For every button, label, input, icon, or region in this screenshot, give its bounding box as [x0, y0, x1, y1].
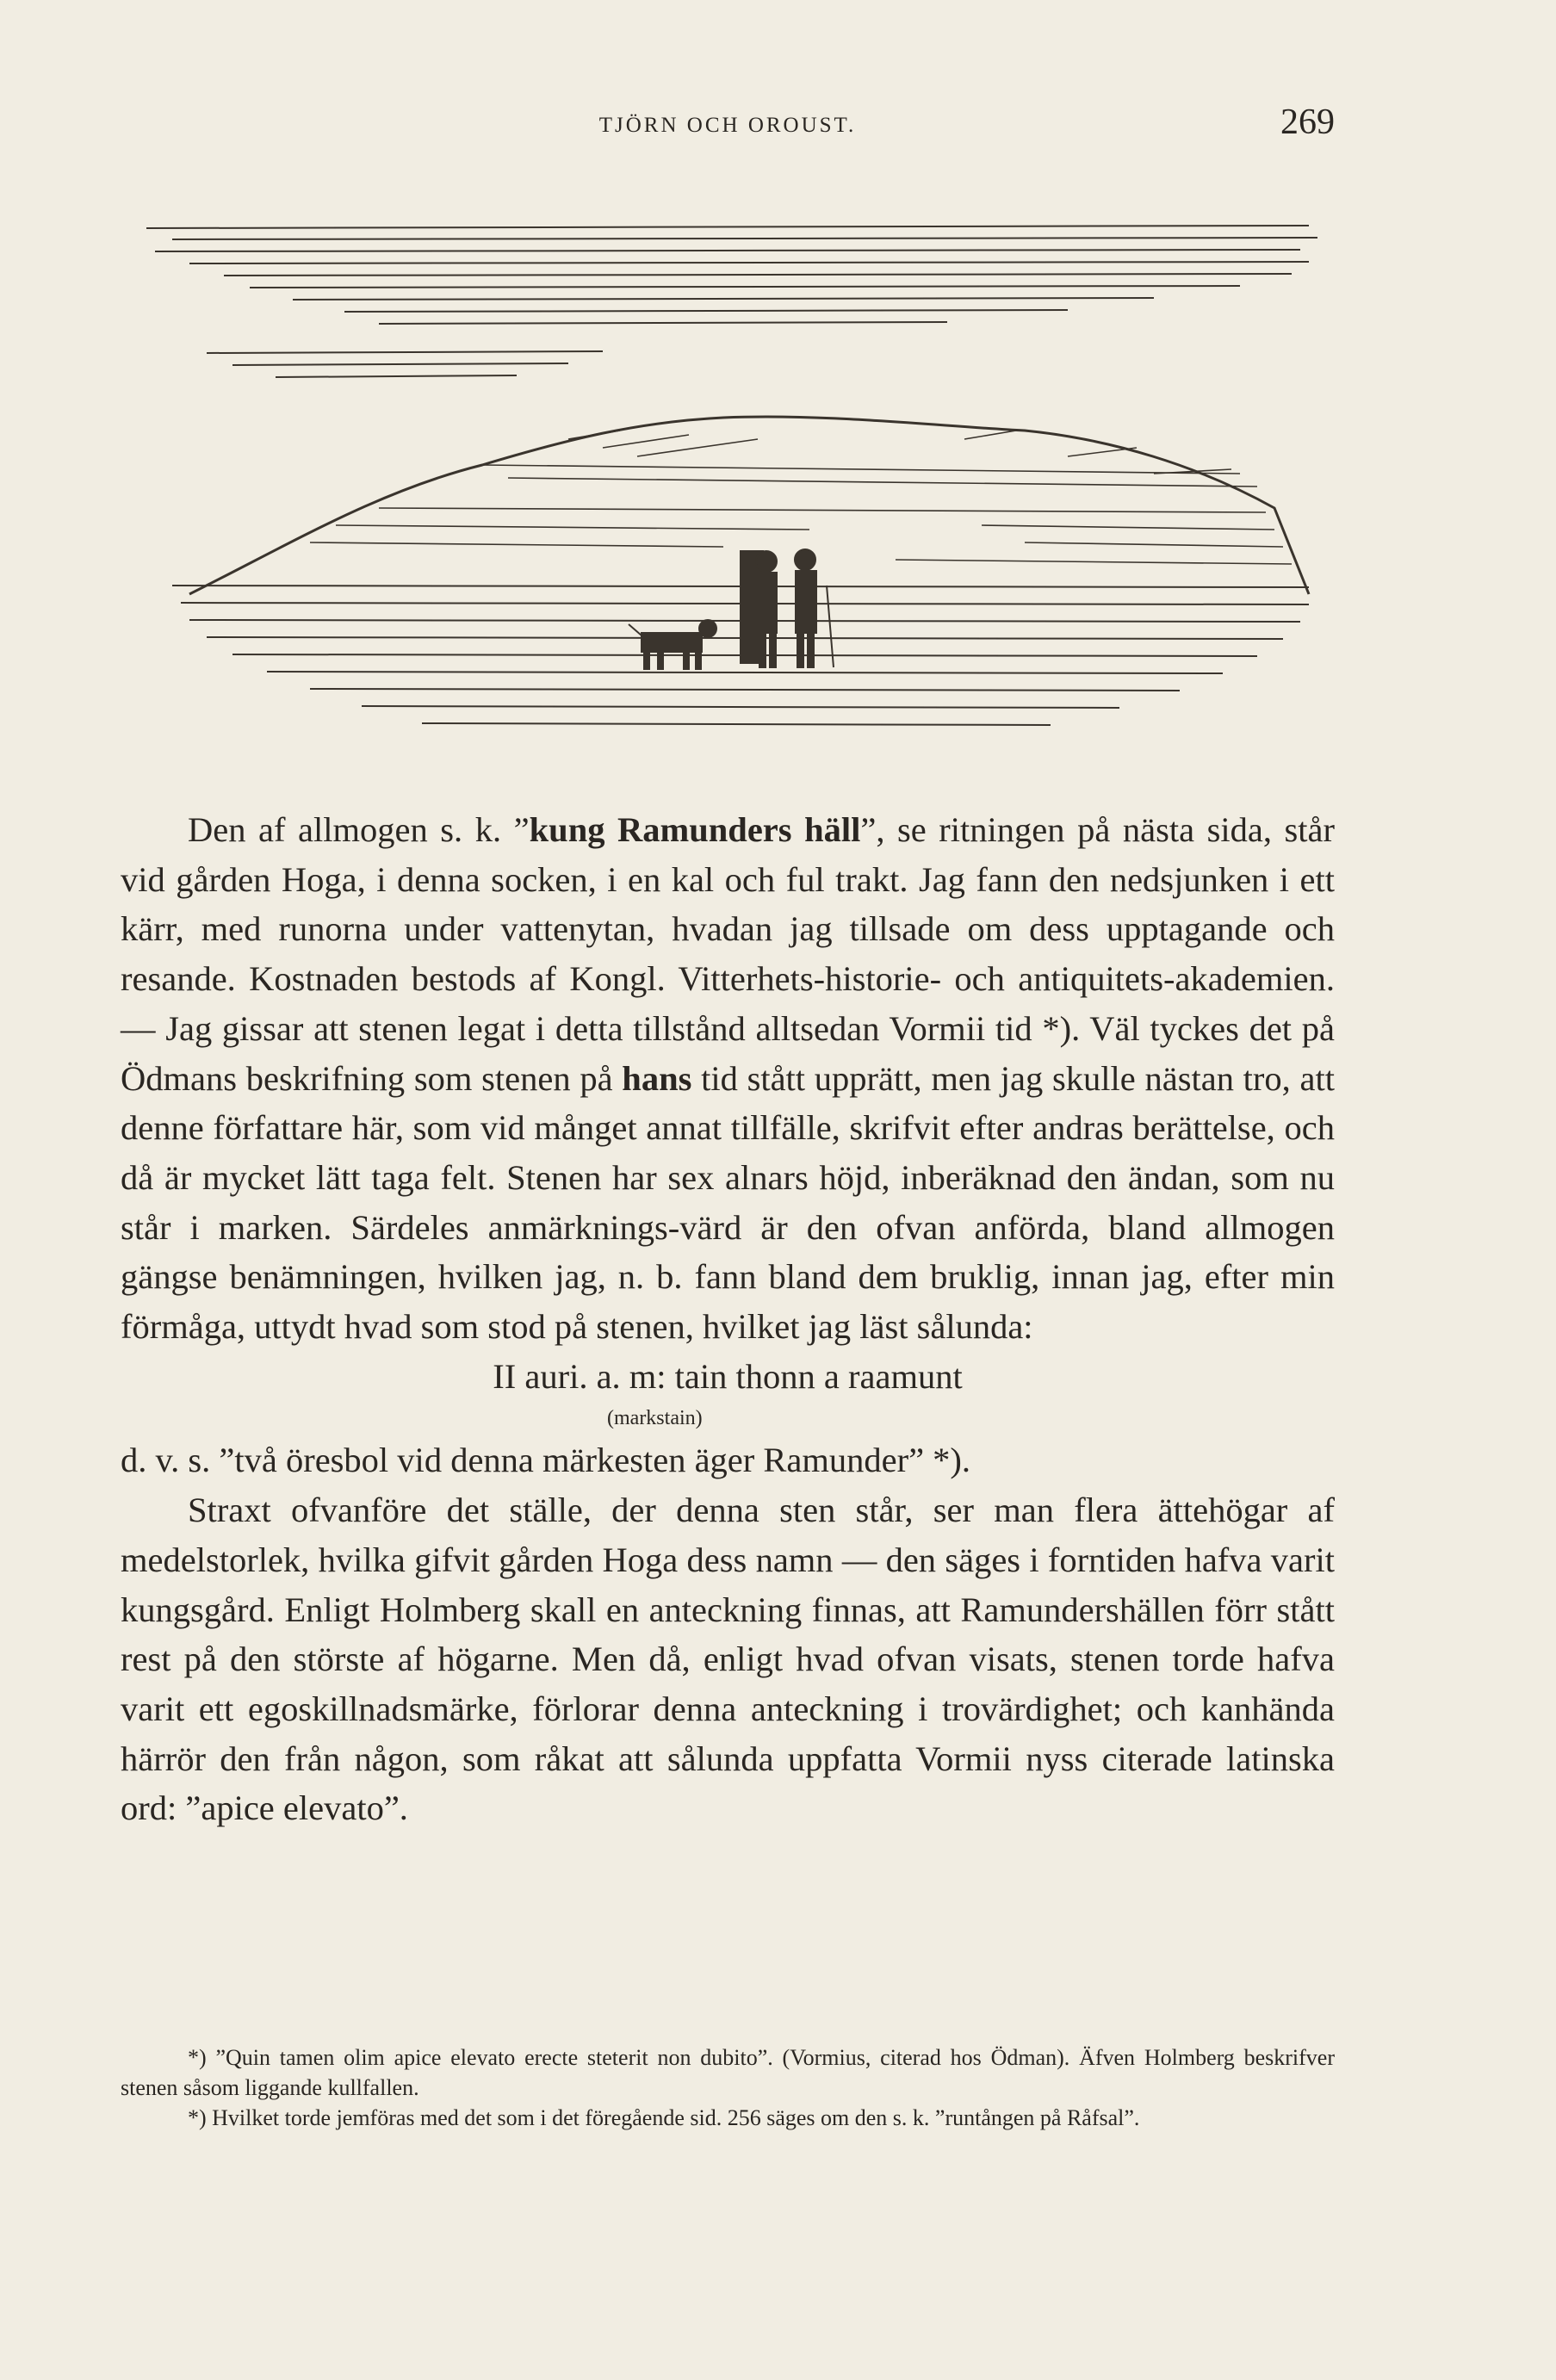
page-number: 269 — [1280, 102, 1335, 142]
runic-inscription: II auri. a. m: tain thonn a raamunt — [493, 1356, 963, 1396]
emphasis-hans: hans — [622, 1058, 692, 1098]
inscription-gloss: (markstain) — [607, 1407, 703, 1430]
engraving-illustration — [121, 181, 1335, 775]
footnote-2: *) Hvilket torde jemföras med det som i det föregående sid. 256 säges om den s. k. ”runtången på Råfsal”. — [188, 2105, 1140, 2130]
figures — [756, 549, 834, 667]
hill-hatching — [310, 431, 1292, 564]
body-text — [121, 805, 1335, 1833]
dog — [629, 620, 716, 669]
footnotes — [121, 2042, 1335, 2133]
footnote-1: *) ”Quin tamen olim apice elevato erecte steterit non dubito”. (Vormius, citerad hos Ödman). Äfven Holmberg beskrifver stenen såsom liggande kullfallen. — [121, 2045, 1335, 2100]
running-head: TJÖRN OCH OROUST. — [598, 114, 857, 137]
stone-name: kung Ramunders häll — [529, 810, 861, 849]
inscription-translation: d. v. s. ”två öresbol vid denna märkesten äger Ramunder” *). — [121, 1441, 971, 1480]
page-header — [121, 102, 1335, 153]
paragraph-1: Den af allmogen s. k. ”kung Ramunders häll”, se ritningen på nästa sida, står vid gården Hoga, i denna socken, i en kal och ful trakt. Jag fann den nedsjunken i ett kärr, med runorna under vattenytan, hvadan jag tillsade om dess upptagande och resande. Kostnaden bestods af Kongl. Vitterhets-historie- och antiquitets-akademien.— Jag gissar att stenen legat i detta tillstånd alltsedan Vormii tid *). Väl tyckes det på Ödmans beskrifning som stenen på hans tid stått upprätt, men jag skulle nästan tro, att denne författare här, som vid månget annat tillfälle, skrifvit efter andras berättelse, och då är mycket lätt taga felt. Stenen har sex alnars höjd, inberäknad den ändan, som nu står i marken. Särdeles anmärknings-värd är den ofvan anförda, bland allmogen gängse benämningen, hvilken jag, n. b. fann bland dem bruklig, innan jag, efter min förmåga, uttydt hvad som stod på stenen, hvilket jag läst sålunda: — [121, 810, 1336, 1347]
sky-hatching — [146, 226, 1317, 377]
paragraph-2: Straxt ofvanföre det ställe, der denna sten står, ser man flera ättehögar af medelstorlek, hvilka gifvit gården Hoga dess namn — den säges i forntiden hafva varit kungsgård. Enligt Holmberg skall en anteckning finnas, att Ramundershällen förr stått rest på den störste af högarne. Men då, enligt hvad ofvan visats, stenen torde hafva varit ett egoskillnadsmärke, förlorar denna anteckning i trovärdighet; och kanhända härrör den från någon, som råkat att sålunda uppfatta Vormii nyss citerade latinska ord: ”apice elevato”. — [121, 1491, 1335, 1828]
